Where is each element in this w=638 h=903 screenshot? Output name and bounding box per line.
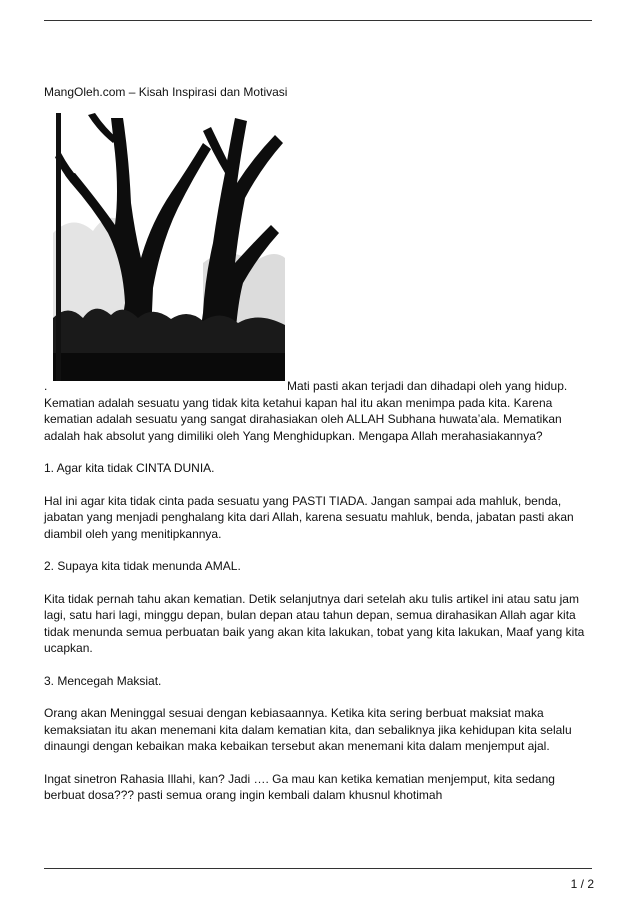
lead-dot: . bbox=[44, 379, 48, 393]
tree-photo-icon bbox=[53, 113, 285, 381]
header-rule bbox=[44, 20, 592, 21]
site-title: MangOleh.com – Kisah Inspirasi dan Motivasi bbox=[44, 85, 288, 99]
point2-body: Kita tidak pernah tahu akan kematian. Detik selanjutnya dari setelah aku tulis artikel ini atau satu jam lagi, satu hari lagi, minggu depan, bulan depan atau tahun depan, semua dirahasikan Allah agar kita tidak menunda semua perbuatan baik yang akan kita lakukan, tobat yang kita lakukan, Maaf yang kita ucapkan. bbox=[44, 591, 585, 655]
closing-paragraph: Ingat sinetron Rahasia Illahi, kan? Jadi …. Ga mau kan ketika kematian menjemput, kita sedang berbuat dosa??? pasti semua orang ingin kembali dalam khusnul khotimah bbox=[44, 771, 555, 802]
point1-body: Hal ini agar kita tidak cinta pada sesuatu yang PASTI TIADA. Jangan sampai ada mahluk, benda, jabatan yang menjadi penghalang kita dari Allah, karena sesuatu mahluk, benda, jabatan pasti akan diambil oleh yang menitipkannya. bbox=[44, 493, 574, 541]
point3-heading: 3. Mencegah Maksiat. bbox=[44, 673, 162, 688]
lead-first-line: Mati pasti akan terjadi dan dihadapi oleh yang hidup. bbox=[287, 379, 568, 393]
lead-rest: Kematian adalah sesuatu yang tidak kita ketahui kapan hal itu akan menimpa pada kita. Karena kematian adalah sesuatu yang sangat dirahasiakan oleh ALLAH Subhana huwata’ala. Mematikan adalah hak absolut yang dimiliki oleh Yang Menghidupkan. Mengapa Allah merahasiakannya? bbox=[44, 395, 562, 443]
article-body bbox=[44, 378, 596, 804]
footer-rule bbox=[44, 868, 592, 869]
point2-heading: 2. Supaya kita tidak menunda AMAL. bbox=[44, 559, 241, 573]
point1-heading: 1. Agar kita tidak CINTA DUNIA. bbox=[44, 461, 215, 475]
page-number: 1 / 2 bbox=[570, 877, 594, 891]
point3-body: Orang akan Meninggal sesuai dengan kebiasaannya. Ketika kita sering berbuat maksiat maka kemaksiatan itu akan menemani kita dalam kematian kita, dan sebaliknya jika kehidupan kita selalu dinaungi dengan kebaikan maka kebaikan tersebut akan menemani kita dalam menjemput ajal. bbox=[44, 706, 572, 753]
lead-paragraph bbox=[44, 378, 596, 444]
